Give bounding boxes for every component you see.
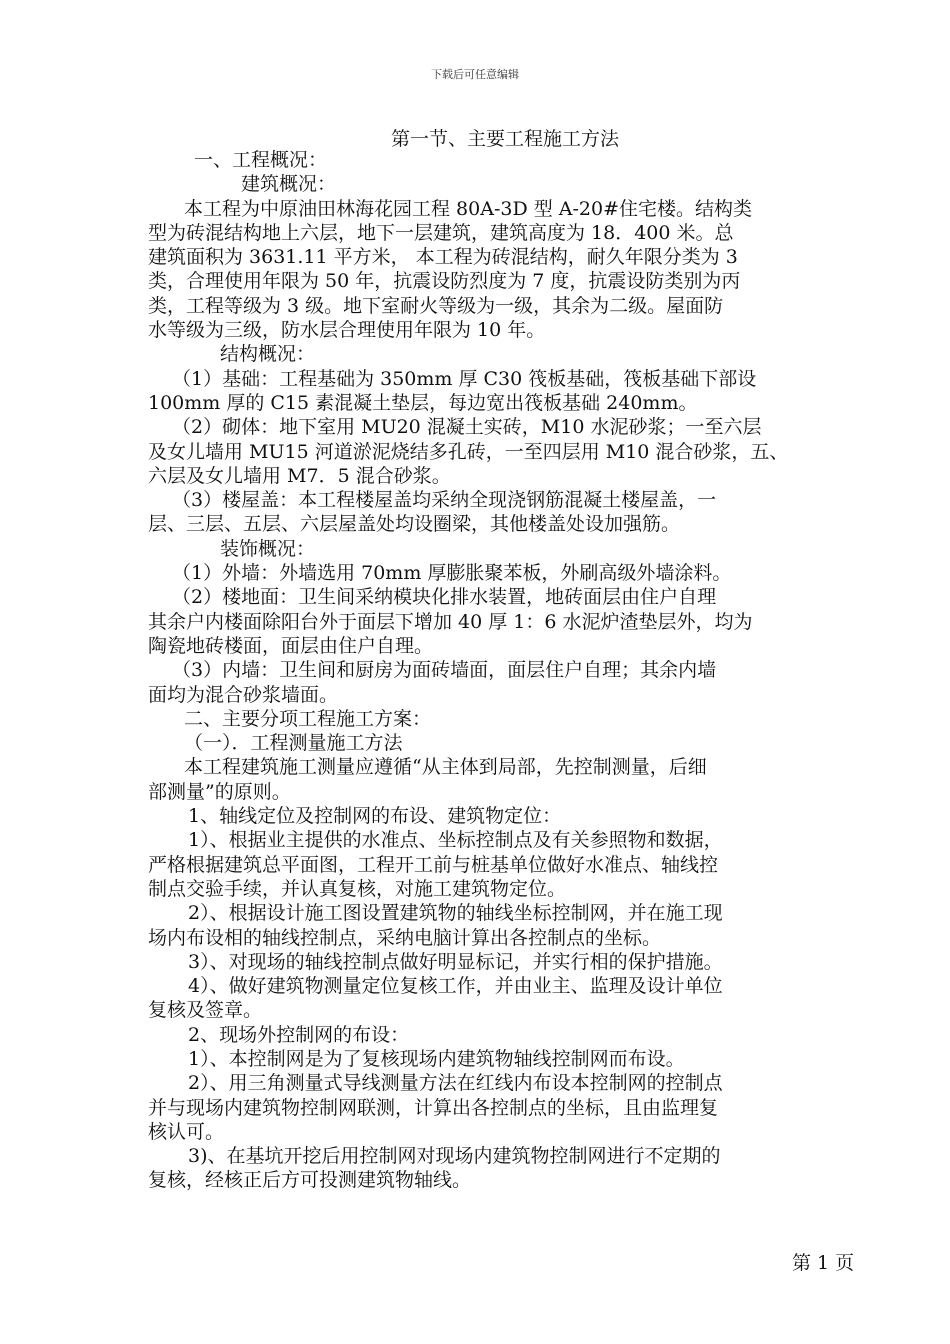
paragraph-line: 层、三层、五层、六层屋盖处均设圈梁，其他楼盖处设加强筋。 — [148, 513, 681, 536]
paragraph-line: 2）、用三角测量式导线测量方法在红线内布设本控制网的控制点 — [188, 1072, 723, 1095]
paragraph-line: 100mm 厚的 C15 素混凝土垫层，每边宽出筏板基础 240mm。 — [148, 391, 698, 414]
paragraph-line: 类，合理使用年限为 50 年，抗震设防烈度为 7 度，抗震设防类别为丙 — [148, 270, 741, 293]
paragraph-line: 结构概况： — [220, 343, 316, 366]
paragraph-line: 本工程为中原油田林海花园工程 80A-3D 型 A-20#住宅楼。结构类 — [184, 197, 752, 220]
paragraph-line: （1）基础：工程基础为 350mm 厚 C30 筏板基础，筏板基础下部设 — [172, 367, 757, 390]
paragraph-line: 2）、根据设计施工图设置建筑物的轴线坐标控制网，并在施工现 — [188, 902, 723, 925]
paragraph-line: 六层及女儿墙用 M7．5 混合砂浆。 — [148, 464, 451, 487]
paragraph-line: 核认可。 — [148, 1120, 225, 1143]
paragraph-line: 复核，经核正后方可投测建筑物轴线。 — [148, 1169, 472, 1192]
header-note: 下载后可任意编辑 — [431, 68, 519, 81]
page-number: 第 1 页 — [792, 1252, 855, 1274]
paragraph-line: 制点交验手续，并认真复核，对施工建筑物定位。 — [148, 877, 567, 900]
paragraph-line: （1）外墙：外墙选用 70mm 厚膨胀聚苯板，外刷高级外墙涂料。 — [172, 562, 732, 585]
paragraph-line: 2、现场外控制网的布设： — [188, 1023, 410, 1046]
paragraph-line: 并与现场内建筑物控制网联测，计算出各控制点的坐标，且由监理复 — [148, 1096, 719, 1119]
paragraph-line: 3）、对现场的轴线控制点做好明显标记，并实行相的保护措施。 — [188, 950, 723, 973]
paragraph-line: 水等级为三级，防水层合理使用年限为 10 年。 — [148, 319, 546, 342]
paragraph-line: 其余户内楼面除阳台外于面层下增加 40 厚 1：6 水泥炉渣垫层外，均为 — [148, 610, 753, 633]
paragraph-line: （3）内墙：卫生间和厨房为面砖墙面，面层住户自理；其余内墙 — [172, 659, 717, 682]
paragraph-line: 型为砖混结构地上六层，地下一层建筑，建筑高度为 18．400 米。总 — [148, 221, 734, 244]
paragraph-line: （2）砌体：地下室用 MU20 混凝土实砖，M10 水泥砂浆；一至六层 — [172, 416, 762, 439]
paragraph-line: （2）楼地面：卫生间采纳模块化排水装置，地砖面层由住户自理 — [172, 586, 717, 609]
paragraph-line: 1）、本控制网是为了复核现场内建筑物轴线控制网而布设。 — [188, 1047, 685, 1070]
paragraph-line: 3)、在基坑开挖后用控制网对现场内建筑物控制网进行不定期的 — [188, 1145, 721, 1168]
paragraph-line: 部测量”的原则。 — [148, 780, 291, 803]
paragraph-line: 类，工程等级为 3 级。地下室耐火等级为一级，其余为二级。屋面防 — [148, 294, 724, 317]
paragraph-line: （一）．工程测量施工方法 — [184, 732, 403, 755]
paragraph-line: 复核及签章。 — [148, 999, 263, 1022]
paragraph-line: 本工程建筑施工测量应遵循“从主体到局部，先控制测量，后细 — [184, 756, 707, 779]
paragraph-line: 及女儿墙用 MU15 河道淤泥烧结多孔砖，一至四层用 M10 混合砂浆，五、 — [148, 440, 789, 463]
paragraph-line: 1）、根据业主提供的水准点、坐标控制点及有关参照物和数据， — [188, 829, 723, 852]
paragraph-line: （3）楼屋盖：本工程楼屋盖均采纳全现浇钢筋混凝土楼屋盖，一 — [172, 489, 717, 512]
document-body — [148, 148, 838, 1193]
paragraph-line: 面均为混合砂浆墙面。 — [148, 683, 339, 706]
paragraph-line: 1、轴线定位及控制网的布设、建筑物定位： — [188, 805, 562, 828]
paragraph-line: 建筑面积为 3631.11 平方米， 本工程为砖混结构，耐久年限分类为 3 — [148, 246, 738, 269]
paragraph-line: 场内布设相的轴线控制点，采纳电脑计算出各控制点的坐标。 — [148, 926, 662, 949]
paragraph-line: 陶瓷地砖楼面，面层由住户自理。 — [148, 634, 434, 657]
paragraph-line: 严格根据建筑总平面图，工程开工前与桩基单位做好水准点、轴线控 — [148, 853, 719, 876]
paragraph-line: 建筑概况： — [241, 173, 337, 196]
paragraph-line: 4）、做好建筑物测量定位复核工作，并由业主、监理及设计单位 — [188, 975, 723, 998]
paragraph-line: 二、主要分项工程施工方案： — [184, 707, 432, 730]
section-title: 第一节、主要工程施工方法 — [390, 128, 619, 150]
paragraph-line: 一、工程概况： — [194, 149, 328, 171]
paragraph-line: 装饰概况： — [220, 537, 316, 560]
